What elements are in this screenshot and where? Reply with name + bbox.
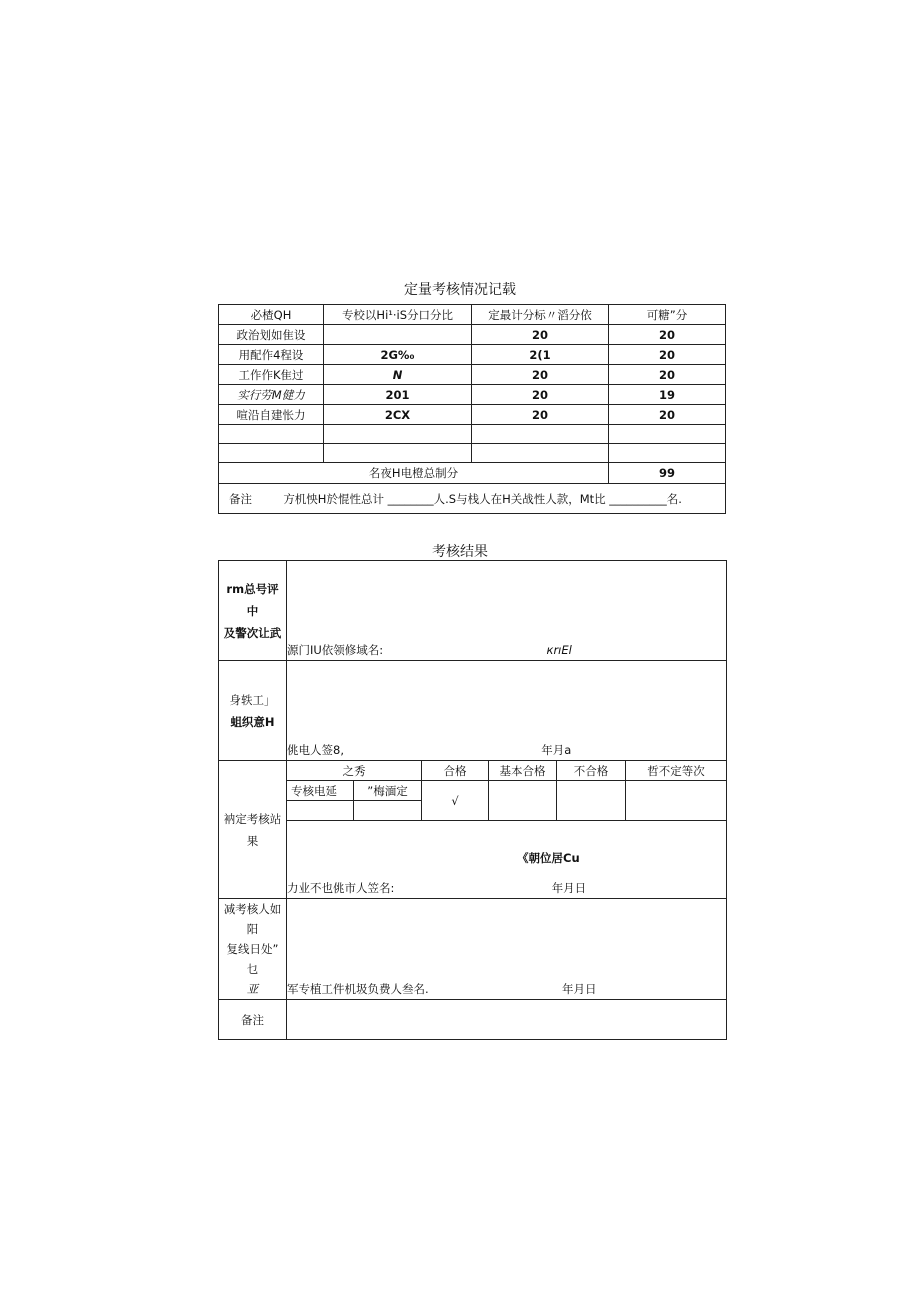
date-label: кrıEl (546, 643, 572, 657)
label-line: 衲定考核站 (223, 811, 282, 826)
label-line: 及警次让武 (223, 625, 282, 640)
signature-label: 佻电人签8, (287, 743, 344, 757)
date-label: 年月a (541, 743, 572, 757)
empty-cell (472, 425, 609, 444)
item-cell: 实行劳M健力 (219, 385, 324, 405)
empty-cell (324, 425, 472, 444)
empty-cell (609, 425, 726, 444)
table2-title: 考核结果 (432, 544, 488, 560)
section-row (219, 561, 727, 661)
date-label: 年月日 (561, 982, 597, 996)
label-line: 亚 (246, 982, 259, 996)
result-table (218, 560, 727, 1040)
signature-label: 源门IU依领修域名: (287, 643, 384, 657)
value-cell: N (324, 365, 472, 385)
stamp-text: 《朝位居Cu (517, 851, 580, 865)
table-row (219, 325, 726, 345)
table-row (219, 345, 726, 365)
label-line: rm总号评中 (226, 581, 279, 618)
quantitative-table (218, 304, 726, 514)
check-mark: √ (422, 781, 489, 821)
label-line: 减考核人如阳 (223, 902, 282, 936)
table-row (219, 444, 726, 463)
section-content (287, 661, 727, 761)
note-cell (219, 484, 726, 514)
date-label: 年月日 (551, 881, 587, 895)
section-label: 备注 (219, 1000, 287, 1040)
grade-pass-header: 合格 (422, 761, 489, 781)
undetermined-cell (626, 781, 727, 821)
value-cell: 20 (609, 405, 726, 425)
basic-pass-cell (489, 781, 557, 821)
grade-fail-header: 不合格 (557, 761, 626, 781)
section-label (219, 661, 287, 761)
excellent-sub-left: 专核电延 (287, 781, 354, 801)
header-cell: 必楂QH (219, 305, 324, 325)
header-cell: 定最计分标〃滔分依 (472, 305, 609, 325)
table-row (219, 405, 726, 425)
empty-cell (219, 444, 324, 463)
grade-header-row (219, 761, 727, 781)
grade-subheader-row (219, 781, 727, 801)
item-cell: 喧沿自建怅力 (219, 405, 324, 425)
value-cell (324, 325, 472, 345)
label-line: 果 (246, 833, 259, 848)
section-content (287, 899, 727, 1000)
section-row (219, 899, 727, 1000)
value-cell: 20 (609, 365, 726, 385)
table-row (219, 385, 726, 405)
signature-label: 力业不也佻市人笠名: (287, 881, 395, 895)
value-cell: 201 (324, 385, 472, 405)
value-cell: 19 (609, 385, 726, 405)
section-label (219, 761, 287, 899)
header-cell: 可糖”分 (609, 305, 726, 325)
excellent-value-right (354, 801, 422, 821)
empty-cell (219, 425, 324, 444)
table-row (219, 365, 726, 385)
grade-excellent-header: 之秀 (287, 761, 422, 781)
empty-cell (324, 444, 472, 463)
label-line: 复线日处” 乜 (226, 942, 279, 976)
table1-title: 定量考核情况记载 (404, 282, 516, 298)
grade-basic-header: 基本合格 (489, 761, 557, 781)
excellent-sub-right: ”梅湎定 (354, 781, 422, 801)
signature-label: 军专植工件机圾负费人叁名. (287, 982, 429, 996)
item-cell: 用配作4程设 (219, 345, 324, 365)
header-row (219, 305, 726, 325)
value-cell: 20 (609, 345, 726, 365)
value-cell: 2G%₀ (324, 345, 472, 365)
total-label: 名夜H电橙总制分 (219, 463, 609, 484)
grade-sign-row (219, 821, 727, 899)
section-content (287, 1000, 727, 1040)
value-cell: 20 (472, 405, 609, 425)
value-cell: 20 (472, 365, 609, 385)
section-label (219, 561, 287, 661)
section-row (219, 1000, 727, 1040)
section-content (287, 561, 727, 661)
section-label (219, 899, 287, 1000)
item-cell: 政治划如隹设 (219, 325, 324, 345)
excellent-value-left (287, 801, 354, 821)
grade-undetermined-header: 哲不定等次 (626, 761, 727, 781)
total-row (219, 463, 726, 484)
empty-cell (472, 444, 609, 463)
value-cell: 20 (472, 325, 609, 345)
header-cell: 专校以Hi¹·iS分口分比 (324, 305, 472, 325)
note-text: 方机怏H於惃性总计 ________人.S与栈人在H关战性人款，Mt比 __________名. (283, 491, 682, 506)
label-line: 蛆织意H (230, 714, 275, 729)
label-line: 身轶工」 (229, 692, 276, 707)
section-row (219, 661, 727, 761)
note-row (219, 484, 726, 514)
value-cell: 2(1 (472, 345, 609, 365)
empty-cell (609, 444, 726, 463)
table-row (219, 425, 726, 444)
total-value: 99 (609, 463, 726, 484)
note-label: 备注 (229, 491, 252, 506)
value-cell: 2CX (324, 405, 472, 425)
value-cell: 20 (609, 325, 726, 345)
section-content (287, 821, 727, 899)
item-cell: 工作作K隹过 (219, 365, 324, 385)
fail-cell (557, 781, 626, 821)
value-cell: 20 (472, 385, 609, 405)
